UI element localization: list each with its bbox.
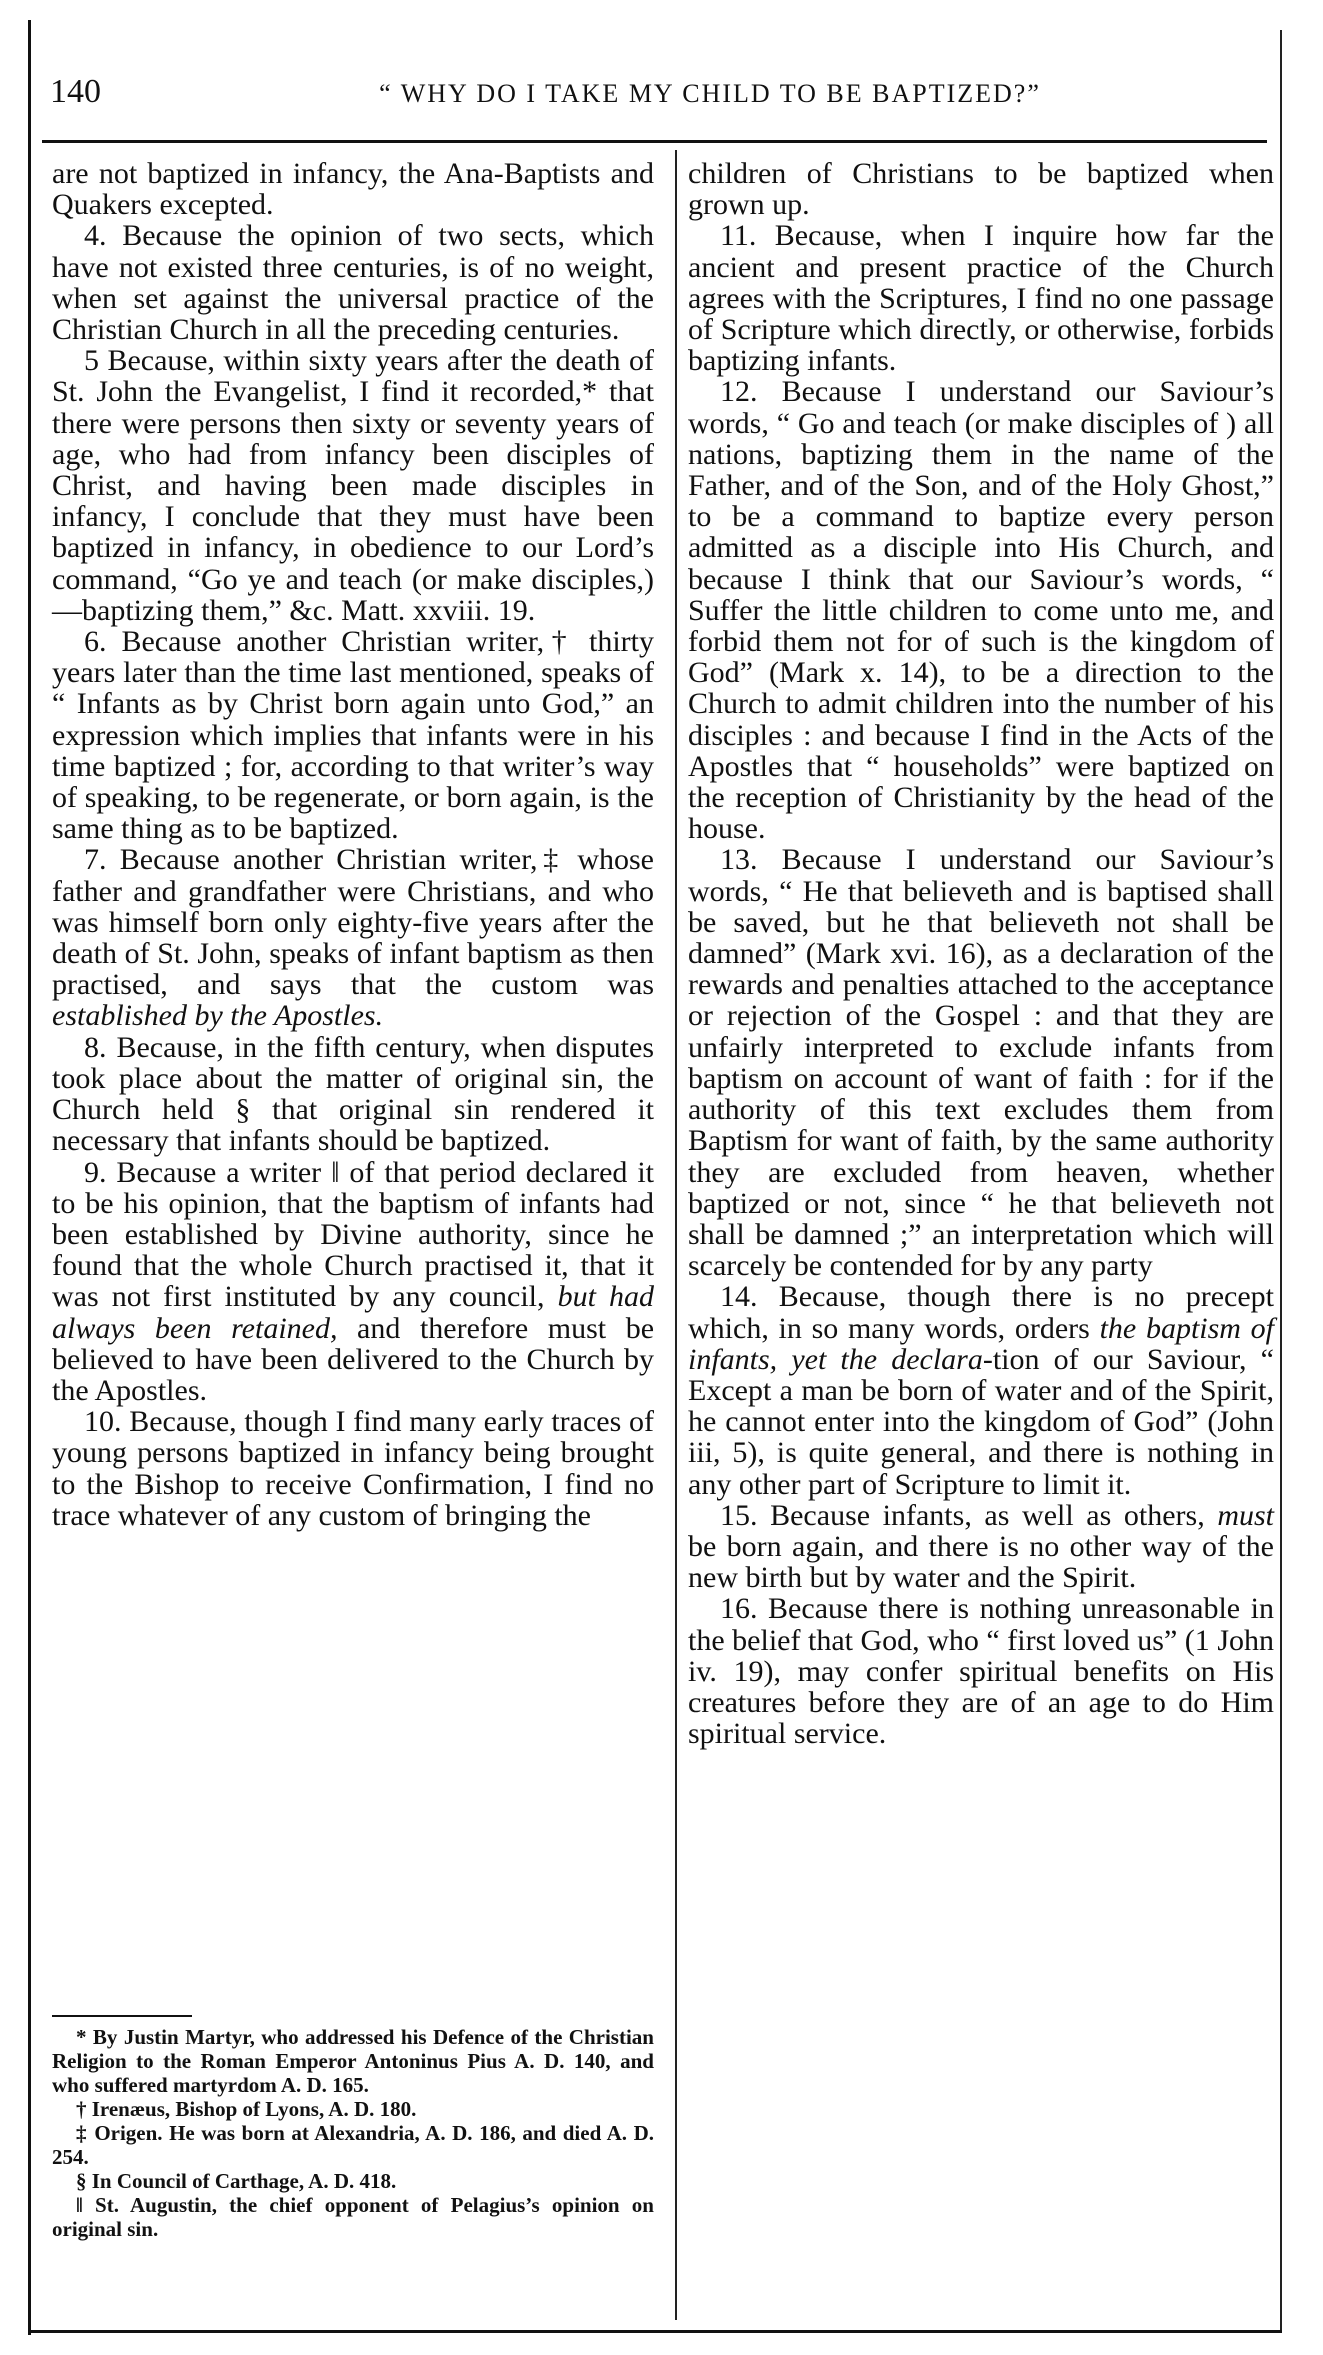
footnotes — [52, 2025, 654, 2241]
paragraph-text: 15. Because infants, as well as others, — [720, 1498, 1218, 1532]
paragraph: 5 Because, within sixty years after the death of St. John the Evangelist, I find it recorded,* that there were persons then sixty or seventy years of age, who had from infancy been disciples of Christ, and having been made disciples in infancy, I conclude that they must have been baptized in infancy, in obedience to our Lord’s command, “Go ye and teach (or make disciples,)—baptizing them,” &c. Matt. xxviii. 19. — [52, 344, 654, 627]
paragraph-text: 9. Because a writer ‖ of that period declared it to be his opinion, that the baptism of infants had been established by Divine authority, since he found that the whole Church practised it, that it was not first instituted by any council, — [52, 1155, 654, 1314]
page-number: 140 — [50, 73, 101, 110]
paragraph: 4. Because the opinion of two sects, which have not existed three centuries, is of no weight, when set against the universal practice of the Christian Church in all the preceding centuries. — [52, 219, 654, 347]
italic-emphasis: established by the Apostles. — [52, 999, 384, 1033]
italic-emphasis: the baptism of infants, yet the declara- — [688, 1311, 1275, 1376]
footnote: † Irenæus, Bishop of Lyons, A. D. 180. — [76, 2097, 417, 2121]
paragraph — [52, 1157, 654, 1407]
paragraph: 8. Because, in the fifth century, when disputes took place about the matter of original sin, the Church held § that original sin rendered it necessary that infants should be baptized. — [52, 1030, 654, 1158]
right-border-rule — [1280, 30, 1282, 2330]
footnote: * By Justin Martyr, who addressed his Defence of the Christian Religion to the Roman Emperor Antoninus Pius A. D. 140, and who suffered martyrdom A. D. 165. — [52, 2025, 654, 2097]
footnote-rule — [52, 2015, 192, 2017]
paragraph: 10. Because, though I find many early traces of young persons baptized in infancy being brought to the Bishop to receive Confirmation, I find no trace whatever of any custom of bringing the — [52, 1405, 654, 1532]
paragraph — [688, 1500, 1274, 1594]
italic-emphasis: must — [1217, 1498, 1274, 1532]
paragraph: 6. Because another Christian writer,† thirty years later than the time last mentioned, speaks of “ Infants as by Christ born again unto God,” an expression which implies that infants were in his time baptized ; for, according to that writer’s way of speaking, to be regenerate, or born again, is the same thing as to be baptized. — [52, 625, 654, 846]
footnote: § In Council of Carthage, A. D. 418. — [76, 2169, 397, 2193]
left-column — [52, 158, 654, 1531]
footnote: ‡ Origen. He was born at Alexandria, A. D. 186, and died A. D. 254. — [52, 2121, 654, 2169]
paragraph-text: 7. Because another Christian writer,‡ whose father and grandfather were Christians, and who was himself born only eighty-five years after the death of St. John, speaks of infant baptism as then practised, and says that the custom was — [52, 843, 654, 1002]
paragraph-text: and therefore must be believed to have been delivered to the Church by the Apostles. — [52, 1311, 655, 1407]
paragraph-text: be born again, and there is no other way of the new birth but by water and the Spirit. — [688, 1529, 1274, 1595]
italic-emphasis: but had always been retained, — [52, 1280, 654, 1345]
paragraph — [688, 1281, 1274, 1499]
paragraph: 11. Because, when I inquire how far the ancient and present practice of the Church agrees with the Scriptures, I find no one passage of Scripture which directly, or otherwise, forbids baptizing infants. — [688, 219, 1274, 378]
header-rule — [42, 140, 1267, 143]
right-column — [688, 158, 1274, 1749]
bottom-border-rule — [28, 2330, 1282, 2333]
running-title: “ WHY DO I TAKE MY CHILD TO BE BAPTIZED?” — [379, 79, 1041, 108]
paragraph: 12. Because I understand our Saviour’s words, “ Go and teach (or make disciples of ) all nations, baptizing them in the name of the Father, and of the Son, and of the Holy Ghost,” to be a command to baptize every person admitted as a disciple into His Church, and because I think that our Saviour’s words, “ Suffer the little children to come unto me, and forbid them not for of such is the kingdom of God” (Mark x. 14), to be a direction to the Church to admit children into the number of his disciples : and because I find in the Acts of the Apostles that “ households” were baptized on the reception of Christianity by the head of the house. — [688, 375, 1274, 846]
page-header — [50, 72, 1270, 122]
paragraph: 13. Because I understand our Saviour’s words, “ He that believeth and is baptised shall be saved, but he that believeth not shall be damned” (Mark xvi. 16), as a declaration of the rewards and penalties attached to the acceptance or rejection of the Gospel : and that they are unfairly interpreted to exclude infants from baptism on account of want of faith : for if the authority of this text excludes them from Baptism for want of faith, by the same authority they are excluded from heaven, whether baptized or not, since “ he that believeth not shall be damned ;” an interpretation which will scarcely be contended for by any party — [688, 843, 1274, 1283]
paragraph: are not baptized in infancy, the Ana-Baptists and Quakers excepted. — [52, 157, 654, 222]
paragraph: 16. Because there is nothing unreasonable in the belief that God, who “ first loved us” (1 John iv. 19), may confer spiritual benefits on His creatures before they are of an age to do Him spiritual service. — [688, 1592, 1274, 1751]
footnote: ‖ St. Augustin, the chief opponent of Pelagius’s opinion on original sin. — [52, 2193, 654, 2241]
paragraph: children of Christians to be baptized when grown up. — [688, 157, 1274, 222]
paragraph-text: 14. Because, though there is no precept which, in so many words, orders — [688, 1280, 1274, 1345]
left-border-rule — [28, 20, 31, 2335]
paragraph — [52, 844, 654, 1031]
column-divider — [675, 150, 677, 2320]
paragraph-text: tion of our Saviour, “ Except a man be born of water and of the Spirit, he cannot enter into the kingdom of God” (John iii, 5), is quite general, and there is nothing in any other part of Scripture to limit it. — [688, 1342, 1274, 1501]
